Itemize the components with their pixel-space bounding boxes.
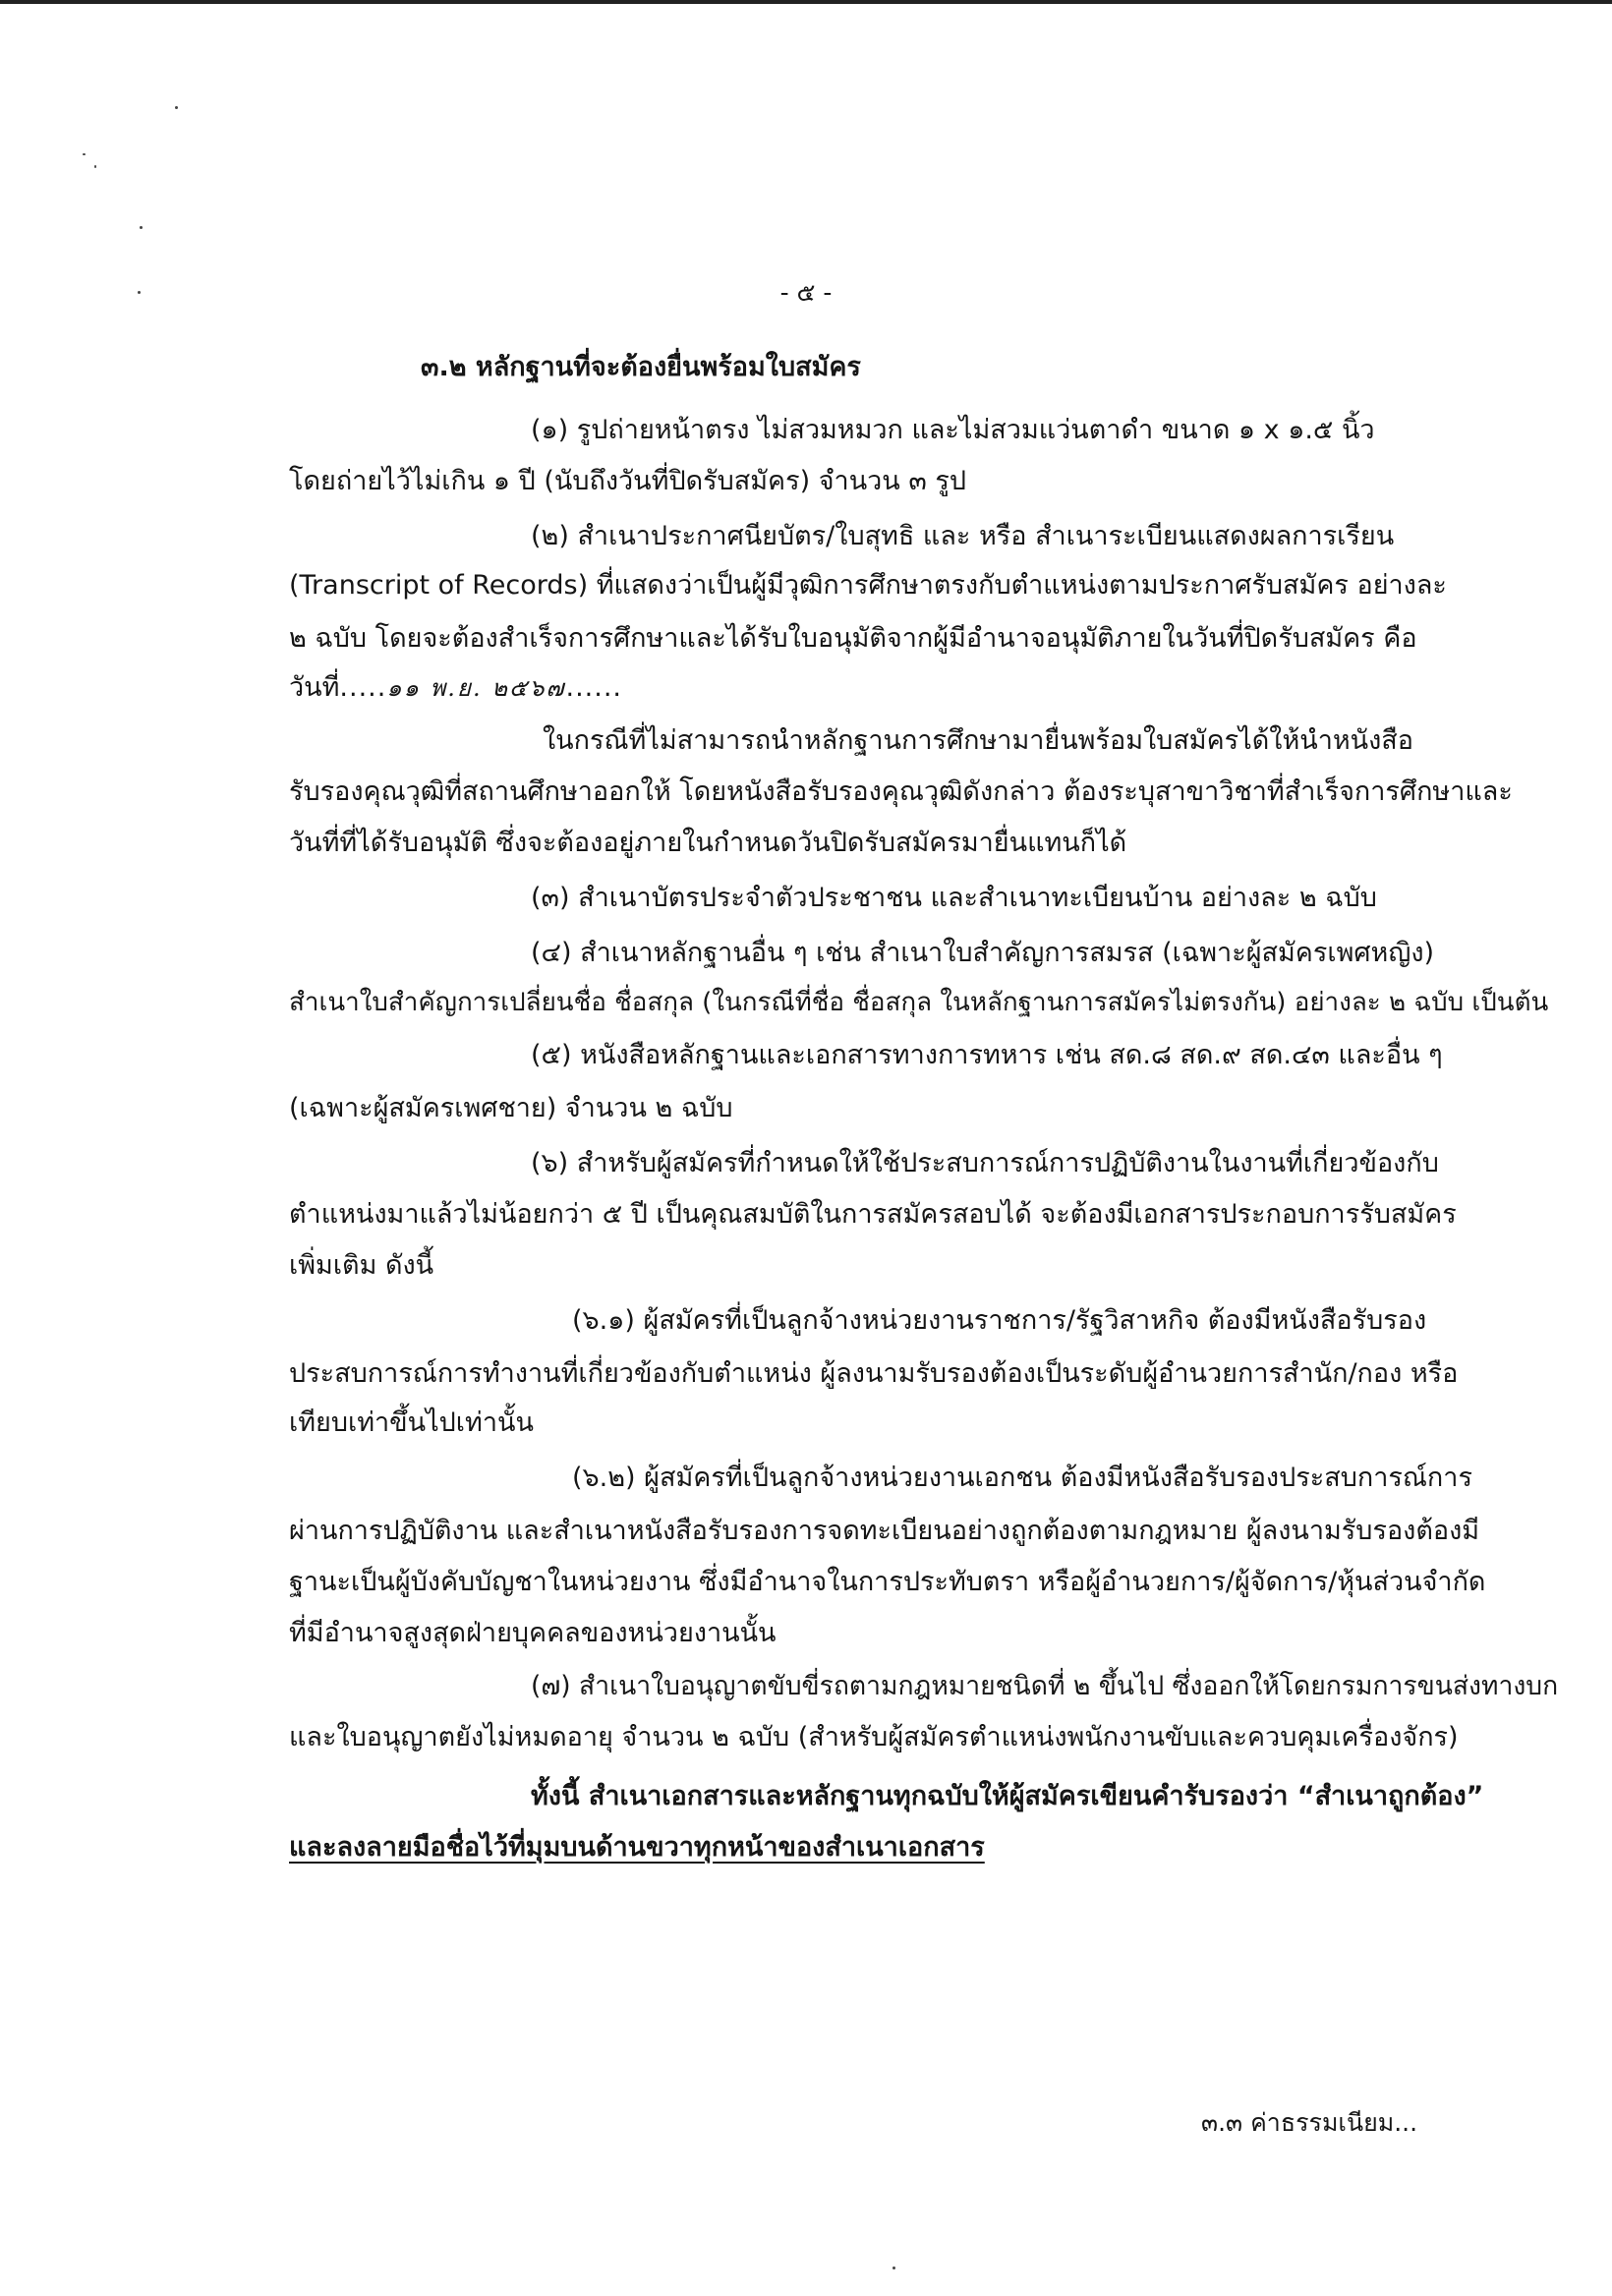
item-7-line-2: และใบอนุญาตยังไม่หมดอายุ จำนวน ๒ ฉบับ (สำหรับผู้สมัครตำแหน่งพนักงานขับและควบคุมเครื่องจักร) — [289, 1722, 1459, 1752]
item-1-line-2: โดยถ่ายไว้ไม่เกิน ๑ ปี (นับถึงวันที่ปิดรับสมัคร) จำนวน ๓ รูป — [289, 466, 967, 496]
item-6-line-3: เพิ่มเติม ดังนี้ — [289, 1250, 434, 1281]
item-6-1-line-2: ประสบการณ์การทำงานที่เกี่ยวข้องกับตำแหน่ง ผู้ลงนามรับรองต้องเป็นระดับผู้อำนวยการสำนัก/กอง หรือ — [289, 1358, 1459, 1389]
item-7-line-1: (๗) สำเนาใบอนุญาตขับขี่รถตามกฎหมายชนิดที่ ๒ ขึ้นไป ซึ่งออกให้โดยกรมการขนส่งทางบก — [531, 1671, 1559, 1701]
item-2-line-4 — [289, 668, 622, 708]
item-6-1-line-1: (๖.๑) ผู้สมัครที่เป็นลูกจ้างหน่วยงานราชการ/รัฐวิสาหกิจ ต้องมีหนังสือรับรอง — [572, 1305, 1427, 1336]
date-dots-trailing: ...... — [565, 672, 622, 703]
scan-top-border — [0, 0, 1612, 4]
item-6-2-line-1: (๖.๒) ผู้สมัครที่เป็นลูกจ้างหน่วยงานเอกชน ต้องมีหนังสือรับรองประสบการณ์การ — [572, 1463, 1472, 1493]
scan-speck — [94, 165, 96, 168]
item-6-2-line-3: ฐานะเป็นผู้บังคับบัญชาในหน่วยงาน ซึ่งมีอำนาจในการประทับตรา หรือผู้อำนวยการ/ผู้จัดการ/หุ้นส่วนจำกัด — [289, 1567, 1486, 1597]
item-2-line-3: ๒ ฉบับ โดยจะต้องสำเร็จการศึกษาและได้รับใบอนุมัติจากผู้มีอำนาจอนุมัติภายในวันที่ปิดรับสมัคร คือ — [289, 623, 1417, 654]
handwritten-date: ๑๑ พ.ย. ๒๕๖๗ — [386, 674, 566, 702]
item-6-1-line-3: เทียบเท่าขึ้นไปเท่านั้น — [289, 1407, 534, 1438]
scan-speck — [892, 2267, 895, 2269]
item-1-line-1: (๑) รูปถ่ายหน้าตรง ไม่สวมหมวก และไม่สวมแว่นตาดำ ขนาด ๑ x ๑.๕ นิ้ว — [531, 415, 1375, 445]
item-2-line-1: (๒) สำเนาประกาศนียบัตร/ใบสุทธิ และ หรือ สำเนาระเบียนแสดงผลการเรียน — [531, 521, 1395, 551]
item-2-line-2: (Transcript of Records) ที่แสดงว่าเป็นผู้มีวุฒิการศึกษาตรงกับตำแหน่งตามประกาศรับสมัคร อย่างละ — [289, 570, 1447, 601]
item-4-line-2: สำเนาใบสำคัญการเปลี่ยนชื่อ ชื่อสกุล (ในกรณีที่ชื่อ ชื่อสกุล ในหลักฐานการสมัครไม่ตรงกัน) อย่างละ ๒ ฉบับ เป็นต้น — [289, 988, 1549, 1017]
page-number: - ๕ - — [779, 278, 833, 307]
closing-line-2: และลงลายมือชื่อไว้ที่มุมบนด้านขวาทุกหน้าของสำเนาเอกสาร — [289, 1832, 985, 1863]
item-5-line-1: (๕) หนังสือหลักฐานและเอกสารทางการทหาร เช่น สด.๘ สด.๙ สด.๔๓ และอื่น ๆ — [531, 1040, 1443, 1070]
next-section-footer: ๓.๓ ค่าธรรมเนียม... — [1201, 2108, 1418, 2137]
item-5-line-2: (เฉพาะผู้สมัครเพศชาย) จำนวน ๒ ฉบับ — [289, 1093, 733, 1123]
item-6-2-line-2: ผ่านการปฏิบัติงาน และสำเนาหนังสือรับรองการจดทะเบียนอย่างถูกต้องตามกฎหมาย ผู้ลงนามรับรองต้องมี — [289, 1516, 1480, 1546]
date-label: วันที่ — [289, 672, 340, 703]
item-6-2-line-4: ที่มีอำนาจสูงสุดฝ่ายบุคคลของหน่วยงานนั้น — [289, 1618, 777, 1648]
item-3-line-1: (๓) สำเนาบัตรประจำตัวประชาชน และสำเนาทะเบียนบ้าน อย่างละ ๒ ฉบับ — [531, 883, 1377, 913]
scan-speck — [140, 226, 143, 229]
scan-speck — [175, 106, 178, 109]
item-2-note-line-1: ในกรณีที่ไม่สามารถนำหลักฐานการศึกษามายื่นพร้อมใบสมัครได้ให้นำหนังสือ — [543, 725, 1414, 756]
item-2-note-line-3: วันที่ที่ได้รับอนุมัติ ซึ่งจะต้องอยู่ภายในกำหนดวันปิดรับสมัครมายื่นแทนก็ได้ — [289, 828, 1127, 858]
item-4-line-1: (๔) สำเนาหลักฐานอื่น ๆ เช่น สำเนาใบสำคัญการสมรส (เฉพาะผู้สมัครเพศหญิง) — [531, 938, 1435, 968]
item-6-line-1: (๖) สำหรับผู้สมัครที่กำหนดให้ใช้ประสบการณ์การปฏิบัติงานในงานที่เกี่ยวข้องกับ — [531, 1148, 1439, 1178]
item-6-line-2: ตำแหน่งมาแล้วไม่น้อยกว่า ๕ ปี เป็นคุณสมบัติในการสมัครสอบได้ จะต้องมีเอกสารประกอบการรับสมัคร — [289, 1199, 1457, 1230]
item-2-note-line-2: รับรองคุณวุฒิที่สถานศึกษาออกให้ โดยหนังสือรับรองคุณวุฒิดังกล่าว ต้องระบุสาขาวิชาที่สำเร็จการศึกษาและ — [289, 776, 1513, 807]
closing-line-1: ทั้งนี้ สำเนาเอกสารและหลักฐานทุกฉบับให้ผู้สมัครเขียนคำรับรองว่า “สำเนาถูกต้อง” — [531, 1781, 1484, 1811]
date-dots-leading: ..... — [339, 672, 387, 703]
scan-speck — [83, 153, 86, 155]
section-heading: ๓.๒ หลักฐานที่จะต้องยื่นพร้อมใบสมัคร — [421, 352, 861, 382]
